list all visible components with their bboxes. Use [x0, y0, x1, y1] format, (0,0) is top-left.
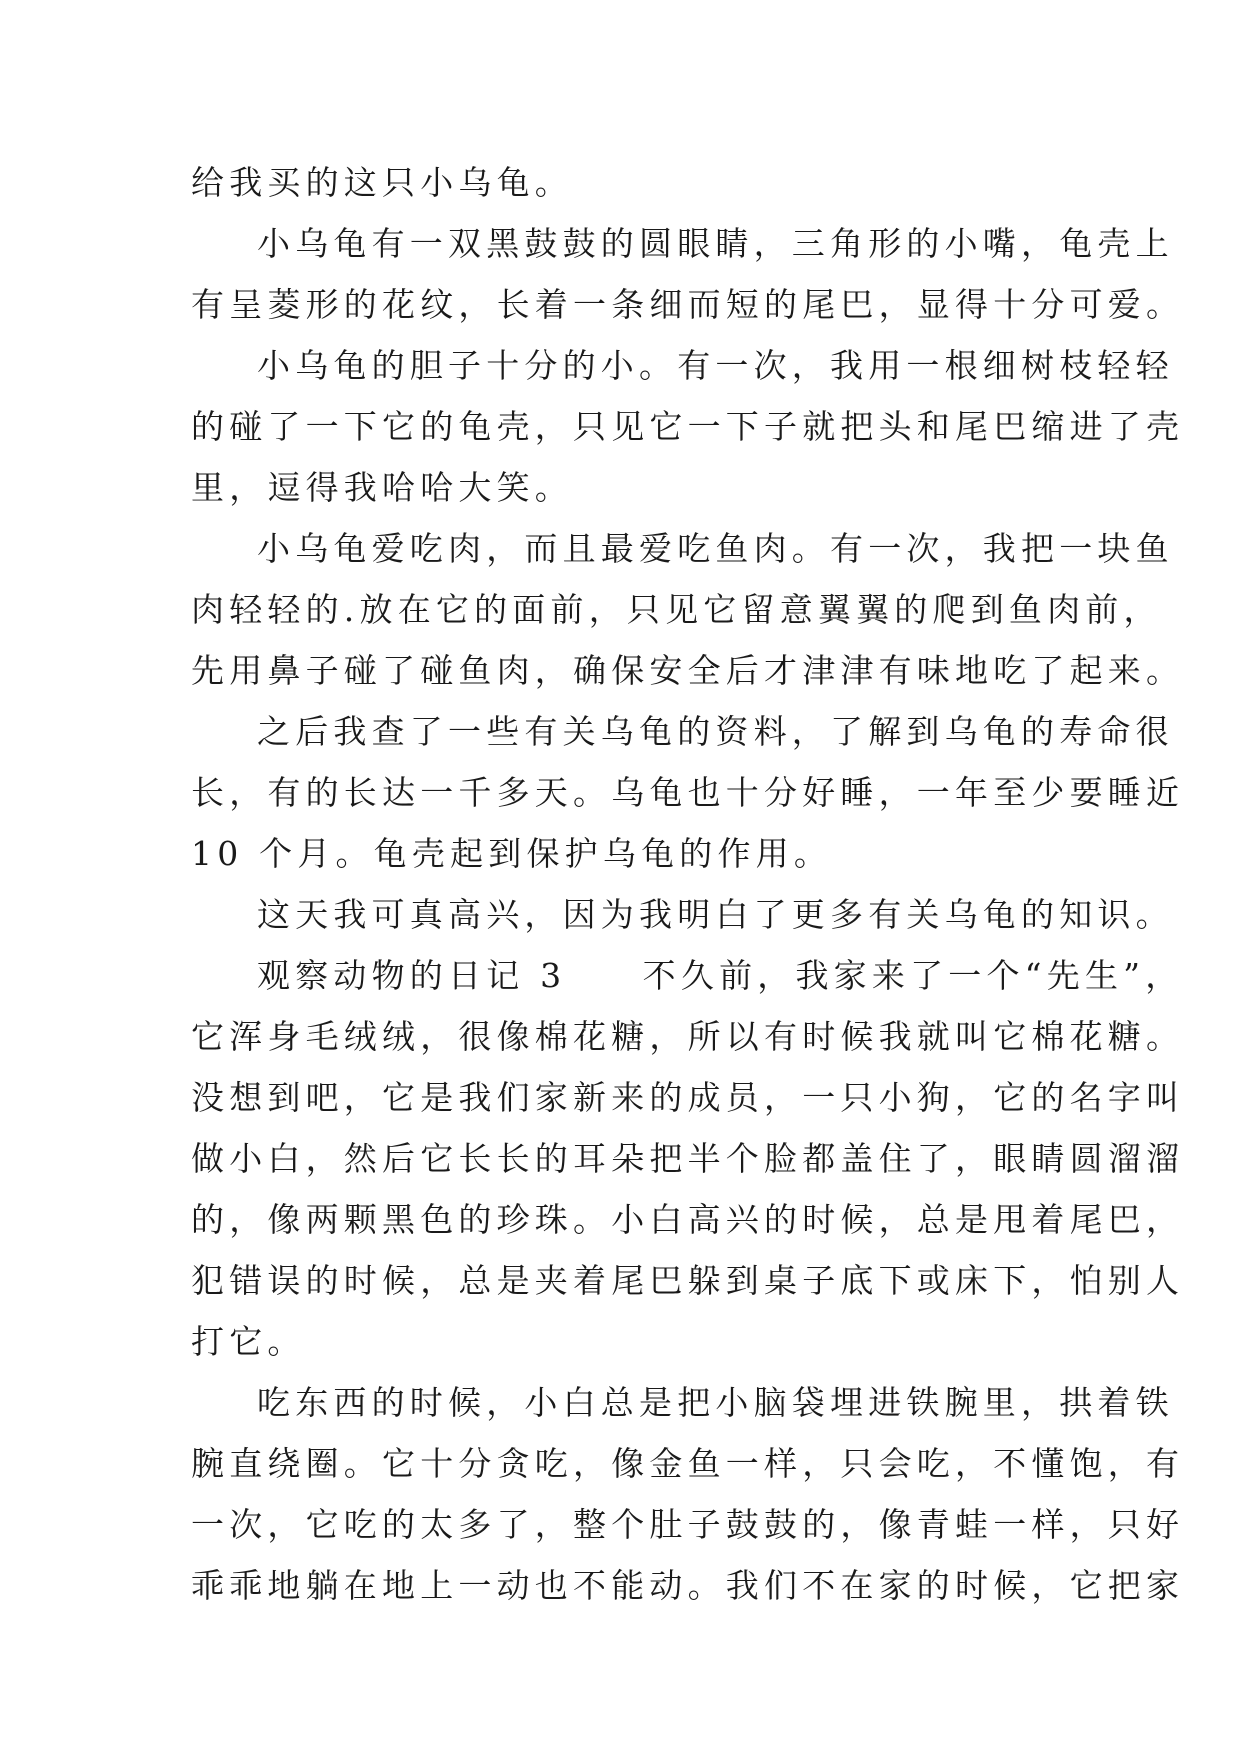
text-line: 这天我可真高兴，因为我明白了更多有关乌龟的知识。: [257, 895, 1174, 934]
text-line: 吃东西的时候，小白总是把小脑袋埋进铁腕里，拱着铁: [257, 1383, 1174, 1422]
text-line: 肉轻轻的.放在它的面前，只见它留意翼翼的爬到鱼肉前，: [191, 590, 1162, 629]
text-line: 先用鼻子碰了碰鱼肉，确保安全后才津津有味地吃了起来。: [191, 651, 1185, 690]
text-line: 里，逗得我哈哈大笑。: [191, 468, 573, 507]
text-line: 小乌龟有一双黑鼓鼓的圆眼睛，三角形的小嘴，龟壳上: [257, 224, 1174, 263]
text-line: 做小白，然后它长长的耳朵把半个脸都盖住了，眼睛圆溜溜: [191, 1139, 1185, 1178]
document-body: [191, 152, 1185, 1616]
text-line: 长，有的长达一千多天。乌龟也十分好睡，一年至少要睡近: [191, 773, 1185, 812]
text-line: 的碰了一下它的龟壳，只见它一下子就把头和尾巴缩进了壳: [191, 407, 1185, 446]
text-line: 小乌龟爱吃肉，而且最爱吃鱼肉。有一次，我把一块鱼: [257, 529, 1174, 568]
text-line: 乖乖地躺在地上一动也不能动。我们不在家的时候，它把家: [191, 1566, 1185, 1605]
text-line: 有呈菱形的花纹，长着一条细而短的尾巴，显得十分可爱。: [191, 285, 1185, 324]
text-line: 一次，它吃的太多了，整个肚子鼓鼓的，像青蛙一样，只好: [191, 1505, 1185, 1544]
text-line: 给我买的这只小乌龟。: [191, 163, 573, 202]
text-line: 之后我查了一些有关乌龟的资料，了解到乌龟的寿命很: [257, 712, 1174, 751]
text-line: 腕直绕圈。它十分贪吃，像金鱼一样，只会吃，不懂饱，有: [191, 1444, 1185, 1483]
text-line: 它浑身毛绒绒，很像棉花糖，所以有时候我就叫它棉花糖。: [191, 1017, 1185, 1056]
text-line: 10 个月。龟壳起到保护乌龟的作用。: [191, 834, 833, 873]
text-line: 没想到吧，它是我们家新来的成员，一只小狗，它的名字叫: [191, 1078, 1185, 1117]
text-line: 犯错误的时候，总是夹着尾巴躲到桌子底下或床下，怕别人: [191, 1261, 1185, 1300]
text-line: 打它。: [191, 1322, 306, 1361]
section-heading-line: 观察动物的日记 3 不久前，我家来了一个“先生”，: [257, 956, 1184, 995]
text-line: 小乌龟的胆子十分的小。有一次，我用一根细树枝轻轻: [257, 346, 1174, 385]
text-line: 的，像两颗黑色的珍珠。小白高兴的时候，总是甩着尾巴，: [191, 1200, 1185, 1239]
